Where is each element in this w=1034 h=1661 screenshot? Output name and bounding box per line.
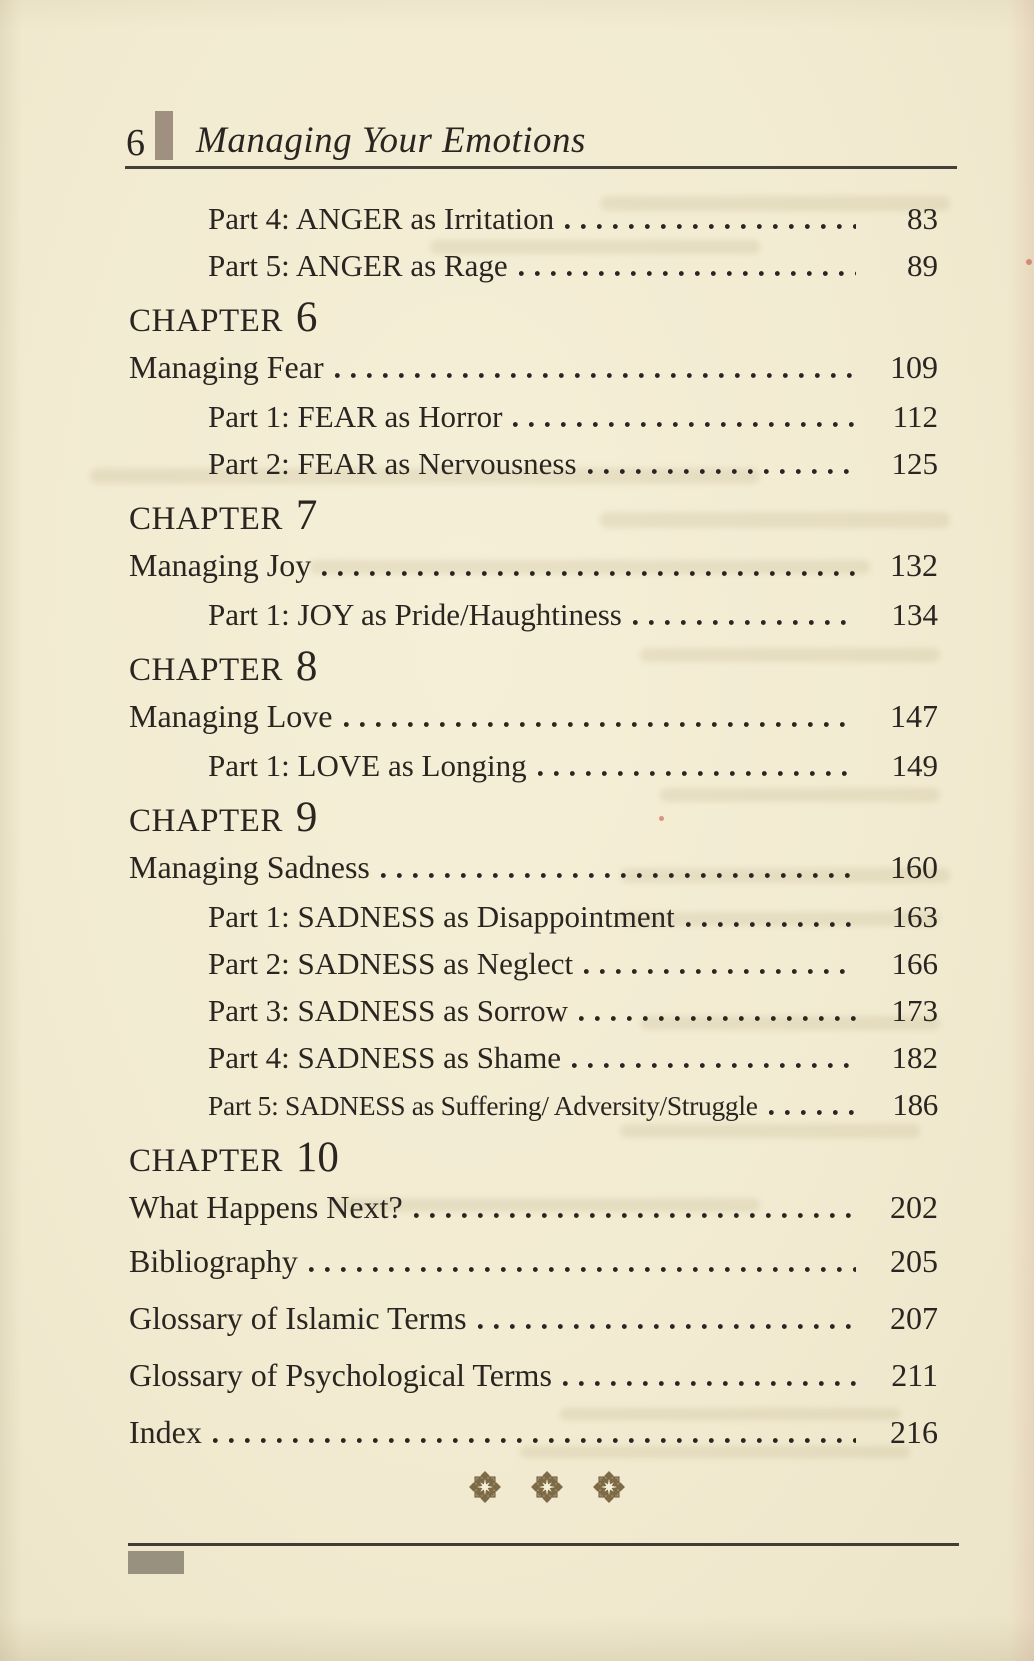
toc-entry-label: Part 1: LOVE as Longing [208, 748, 527, 783]
toc-entry-label: Index [129, 1414, 202, 1450]
dot-leader [381, 873, 856, 878]
toc-entry-page: 147 [890, 698, 938, 734]
toc-entry-page: 166 [891, 946, 938, 981]
dot-leader [588, 469, 856, 474]
toc-entry-label: Managing Fear [129, 349, 324, 385]
toc-entry [129, 591, 938, 638]
toc-entry-label: Part 2: SADNESS as Neglect [208, 946, 574, 981]
chapter-heading [129, 643, 938, 691]
dot-leader [513, 422, 856, 427]
chapter-word: CHAPTER [129, 803, 283, 839]
toc-entry-page: 186 [892, 1087, 938, 1122]
toc-entry [129, 242, 938, 289]
header-rule [125, 166, 957, 169]
chapter-word: CHAPTER [129, 652, 283, 688]
footer-corner-block [128, 1551, 184, 1574]
toc-entry-label: What Happens Next? [129, 1189, 403, 1225]
toc-entry [129, 1404, 938, 1461]
chapter-heading [129, 794, 938, 842]
dot-leader [335, 373, 856, 378]
toc-entry-page: 112 [892, 399, 938, 434]
dot-leader [538, 771, 856, 776]
toc-entry-label: Part 5: SADNESS as Suffering/ Adversity/Struggle [208, 1090, 758, 1121]
toc-entry [129, 842, 938, 893]
eight-pointed-star-ornament-icon [528, 1468, 566, 1506]
toc-entry-page: 216 [890, 1414, 938, 1450]
toc-entry [129, 1182, 938, 1233]
toc-entry-label: Glossary of Psychological Terms [129, 1357, 552, 1393]
chapter-word: CHAPTER [129, 303, 283, 339]
toc-entry-label: Managing Joy [129, 547, 312, 583]
table-of-contents [129, 195, 938, 1461]
page-number: 6 [126, 122, 145, 164]
chapter-number: 10 [295, 1134, 339, 1181]
toc-entry-page: 202 [890, 1189, 938, 1225]
toc-entry [129, 691, 938, 742]
chapter-word: CHAPTER [129, 1143, 283, 1179]
ink-speck [1026, 259, 1032, 265]
dot-leader [309, 1267, 856, 1272]
toc-entry [129, 1290, 938, 1347]
chapter-number: 8 [295, 643, 318, 690]
dot-leader [213, 1438, 856, 1443]
toc-entry [129, 1347, 938, 1404]
toc-entry-page: 160 [890, 849, 938, 885]
toc-entry-label: Managing Love [129, 698, 333, 734]
toc-entry-page: 132 [890, 547, 938, 583]
toc-entry-page: 109 [890, 349, 938, 385]
toc-entry-label: Part 1: JOY as Pride/Haughtiness [208, 597, 622, 632]
toc-entry-label: Part 1: FEAR as Horror [208, 399, 503, 434]
toc-entry-label: Part 4: SADNESS as Shame [208, 1040, 562, 1075]
toc-entry-label: Part 4: ANGER as Irritation [208, 201, 555, 236]
chapter-word: CHAPTER [129, 501, 283, 537]
toc-entry-label: Part 3: SADNESS as Sorrow [208, 993, 568, 1028]
toc-entry-page: 83 [907, 201, 938, 236]
dot-leader [519, 271, 856, 276]
chapter-heading [129, 492, 938, 540]
toc-entry-page: 149 [891, 748, 938, 783]
toc-entry-page: 125 [891, 446, 938, 481]
toc-entry [129, 940, 938, 987]
toc-entry-label: Bibliography [129, 1243, 298, 1279]
dot-leader [686, 922, 856, 927]
toc-entry-page: 163 [891, 899, 938, 934]
dot-leader [584, 969, 856, 974]
running-title: Managing Your Emotions [196, 120, 586, 161]
dot-leader [344, 722, 857, 727]
toc-entry [129, 1034, 938, 1081]
chapter-heading [129, 294, 938, 342]
toc-entry [129, 540, 938, 591]
toc-entry-page: 134 [891, 597, 938, 632]
toc-entry-page: 211 [891, 1357, 938, 1393]
toc-entry [129, 342, 938, 393]
toc-entry-page: 207 [890, 1300, 938, 1336]
toc-entry [129, 440, 938, 487]
header-divider-block [155, 111, 173, 160]
dot-leader [563, 1381, 856, 1386]
dot-leader [565, 224, 856, 229]
chapter-heading [129, 1134, 938, 1182]
toc-entry [129, 1233, 938, 1290]
toc-entry-label: Part 5: ANGER as Rage [208, 248, 508, 283]
dot-leader [579, 1016, 856, 1021]
toc-entry-page: 89 [907, 248, 938, 283]
toc-entry [129, 393, 938, 440]
dot-leader [322, 571, 856, 576]
dot-leader [572, 1063, 856, 1068]
chapter-number: 7 [295, 492, 318, 539]
toc-entry-label: Part 2: FEAR as Nervousness [208, 446, 577, 481]
dot-leader [478, 1324, 856, 1329]
toc-entry-page: 173 [891, 993, 938, 1028]
dot-leader [633, 620, 856, 625]
footer-rule [128, 1543, 959, 1546]
toc-entry-label: Glossary of Islamic Terms [129, 1300, 467, 1336]
toc-entry [129, 195, 938, 242]
toc-entry-page: 182 [891, 1040, 938, 1075]
toc-entry [129, 742, 938, 789]
eight-pointed-star-ornament-icon [466, 1468, 504, 1506]
toc-entry [129, 1081, 938, 1129]
toc-entry-label: Part 1: SADNESS as Disappointment [208, 899, 675, 934]
toc-entry-page: 205 [890, 1243, 938, 1279]
dot-leader [769, 1110, 856, 1115]
eight-pointed-star-ornament-icon [590, 1468, 628, 1506]
toc-entry-label: Managing Sadness [129, 849, 370, 885]
chapter-number: 6 [295, 294, 318, 341]
ornament-row [466, 1468, 628, 1506]
toc-entry [129, 893, 938, 940]
toc-entry [129, 987, 938, 1034]
chapter-number: 9 [295, 794, 318, 841]
dot-leader [414, 1213, 856, 1218]
